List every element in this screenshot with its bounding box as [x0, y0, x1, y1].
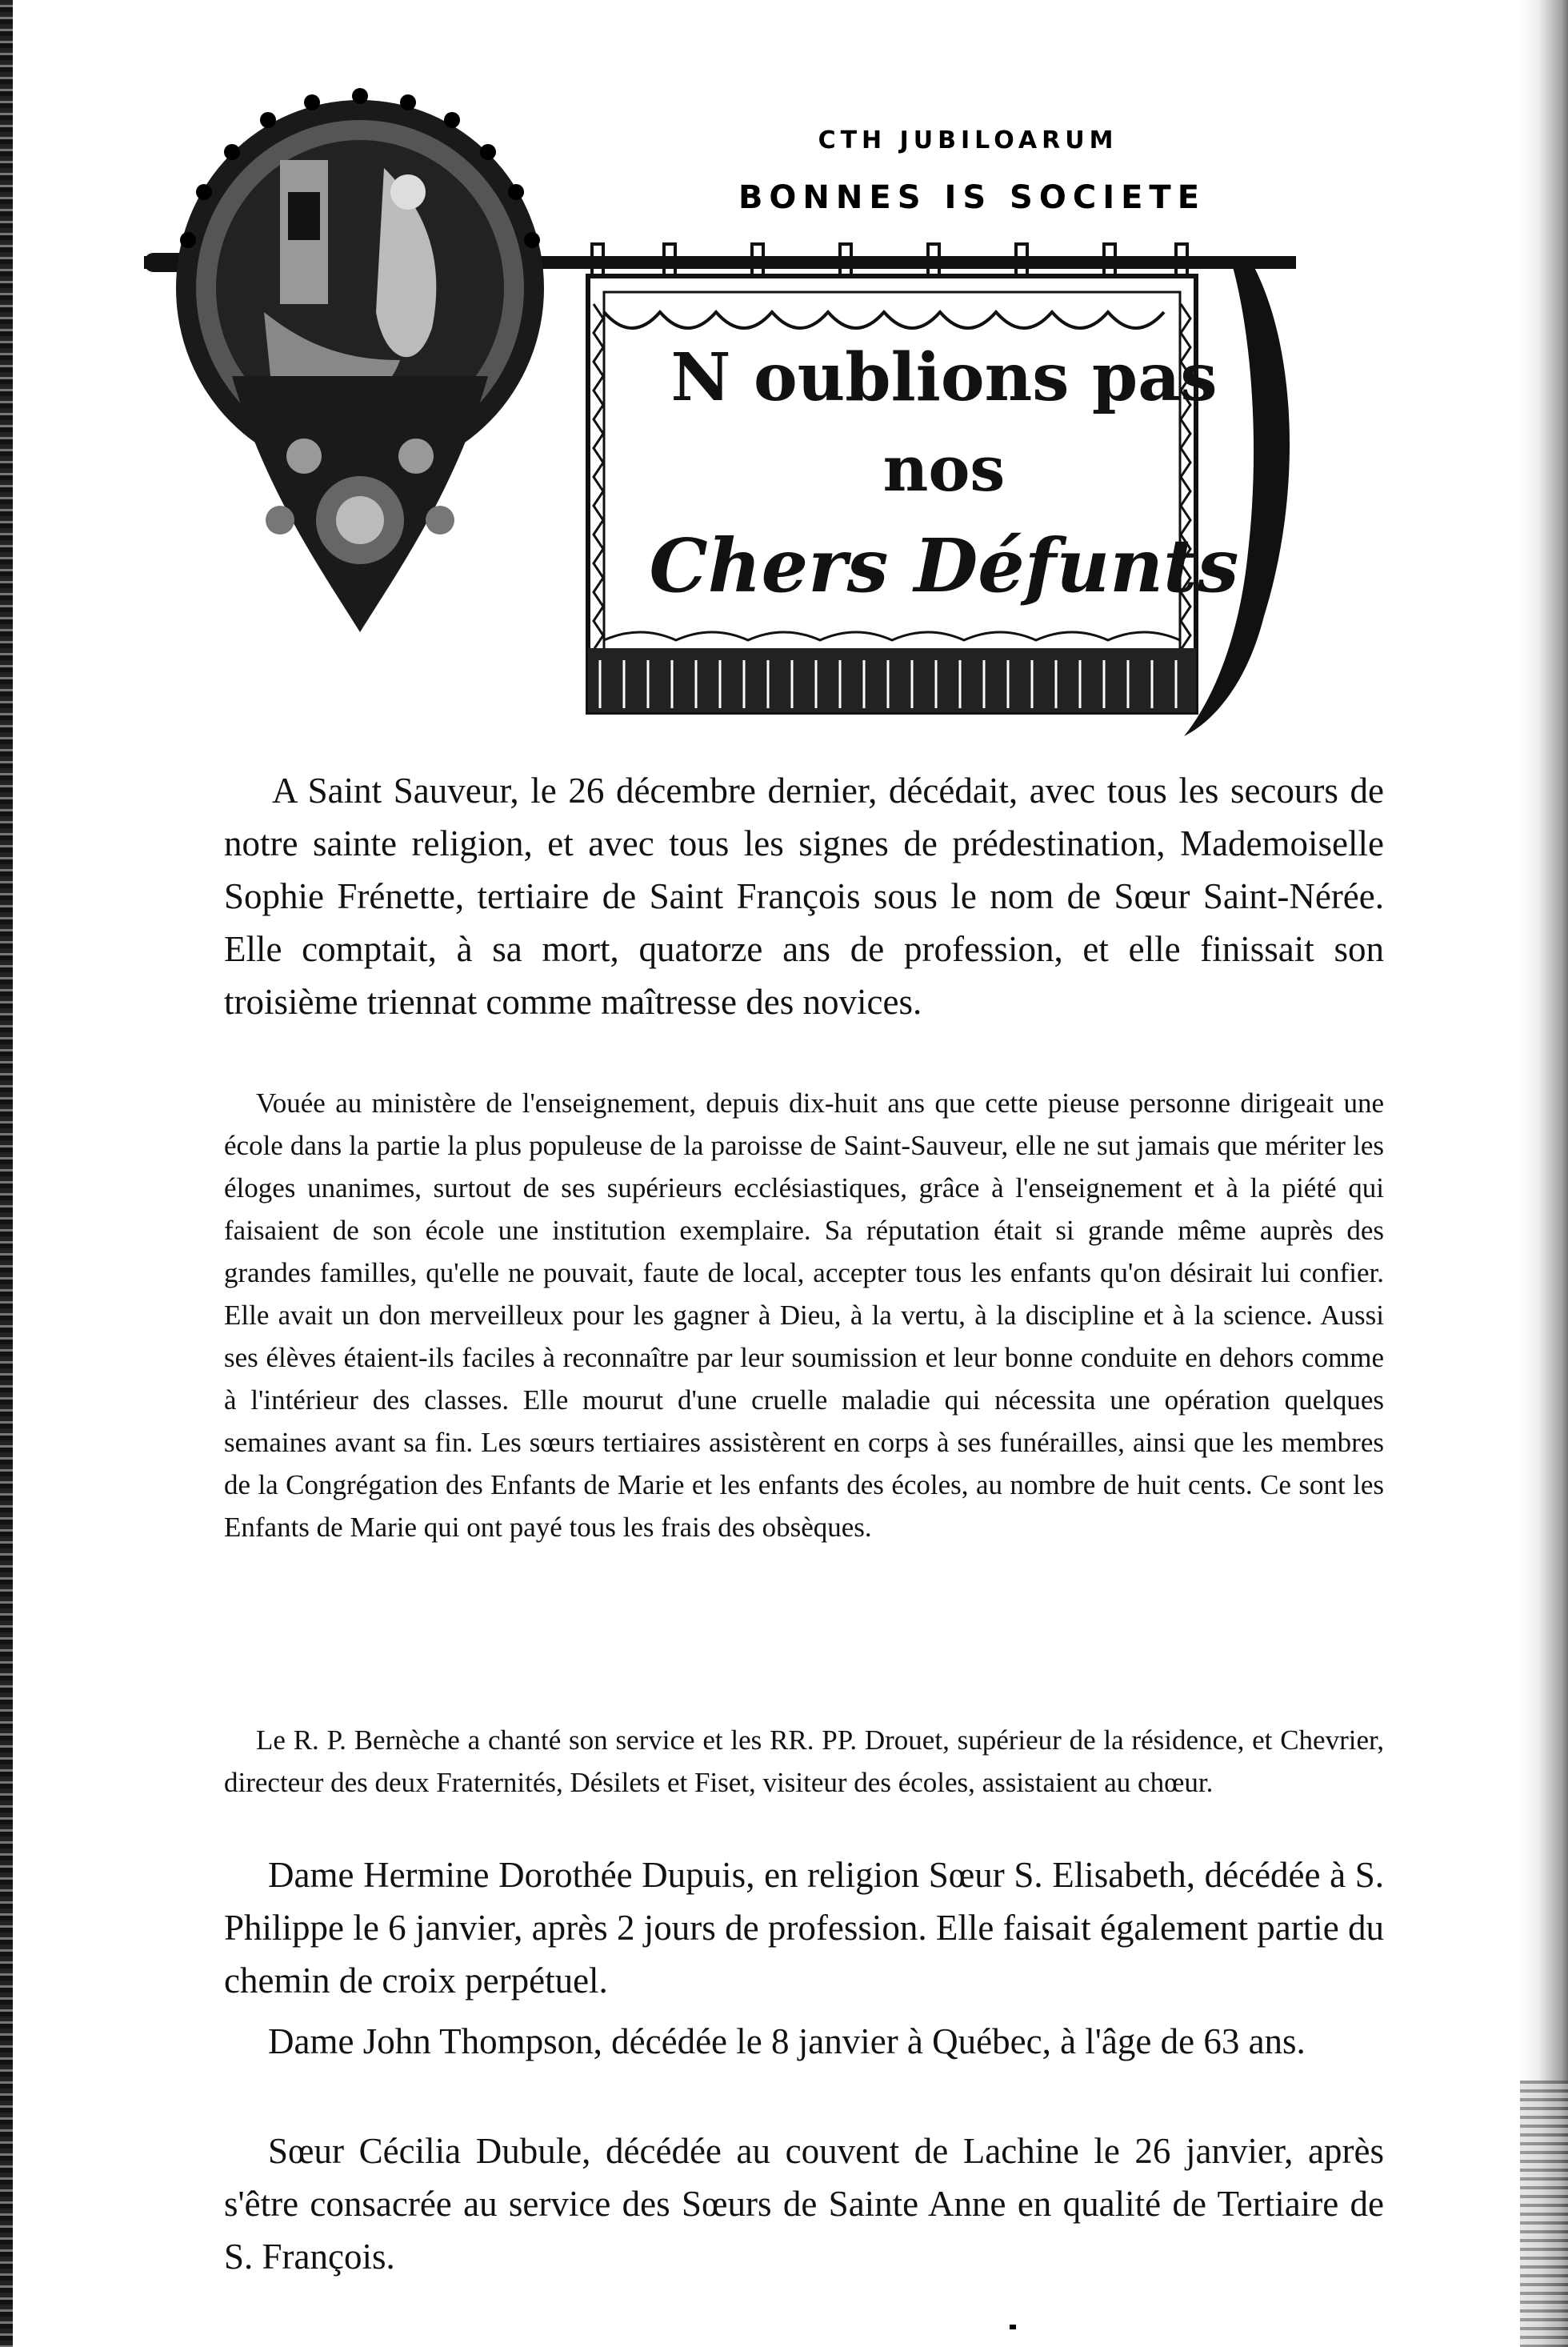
title-line-2: nos: [882, 433, 1006, 506]
page-mark: [1010, 2325, 1016, 2329]
page-title: [632, 320, 1256, 648]
ornate-medallion-icon: [176, 88, 544, 632]
scan-edge-spots: [1520, 2081, 1568, 2347]
paragraph-service: Le R. P. Bernèche a chanté son service et les RR. PP. Drouet, supérieur de la résidence, et Chevrier, directeur des deux Fraternités, Désilets et Fiset, visiteur des écoles, assistaient au chœur.: [224, 1724, 1384, 1798]
paragraph-sophie-frenette: A Saint Sauveur, le 26 décembre dernier, décédait, avec tous les secours de notre sainte religion, et avec tous les signes de prédestination, Mademoiselle Sophie Frénette, tertiaire de Saint François sous le nom de Sœur Saint-Nérée. Elle comptait, à sa mort, quatorze ans de profession, et elle finissait son troisième triennat comme maîtresse des novices.: [224, 771, 1384, 1022]
title-line-1: N oublions pas: [670, 339, 1218, 416]
banner-label-top: CTH JUBILOARUM: [818, 126, 1118, 154]
title-line-3: Chers Défunts: [649, 523, 1239, 609]
scan-edge-left: [0, 0, 13, 2347]
paragraph-enseignement: Vouée au ministère de l'enseignement, depuis dix-huit ans que cette pieuse personne dirigeait une école dans la partie la plus populeuse de la paroisse de Saint-Sauveur, elle ne sut jamais que mériter les éloges unanimes, surtout de ses supérieurs ecclésiastiques, grâce à l'enseignement et à la piété qui faisaient de son école une institution exemplaire. Sa réputation était si grande même auprès des grandes familles, qu'elle ne pouvait, faute de local, accepter tous les enfants qu'on désirait lui confier. Elle avait un don merveilleux pour les gagner à Dieu, à la vertu, à la discipline et à la science. Aussi ses élèves étaient-ils faciles à reconnaître par leur soumission et leur bonne conduite en dehors comme à l'intérieur des classes. Elle mourut d'une cruelle maladie qui nécessita une opération quelques semaines avant sa fin. Les sœurs tertiaires assistèrent en corps à ses funérailles, ainsi que les membres de la Congrégation des Enfants de Marie et les enfants des écoles, au nombre de huit cents. Ce sont les Enfants de Marie qui ont payé tous les frais des obsèques.: [224, 1087, 1384, 1543]
paragraph-cecilia-dubule: Sœur Cécilia Dubule, décédée au couvent de Lachine le 26 janvier, après s'être consacrée au service des Sœurs de Sainte Anne en qualité de Tertiaire de S. François.: [224, 2131, 1384, 2277]
banner-label-main: BONNES IS SOCIETE: [738, 179, 1206, 216]
paragraph-hermine-dupuis: Dame Hermine Dorothée Dupuis, en religion Sœur S. Elisabeth, décédée à S. Philippe le 6 janvier, après 2 jours de profession. Elle faisait également partie du chemin de croix perpétuel.: [224, 1855, 1384, 2001]
scan-edge-right: [1520, 0, 1568, 2347]
paragraph-john-thompson: Dame John Thompson, décédée le 8 janvier à Québec, à l'âge de 63 ans.: [268, 2021, 1306, 2061]
